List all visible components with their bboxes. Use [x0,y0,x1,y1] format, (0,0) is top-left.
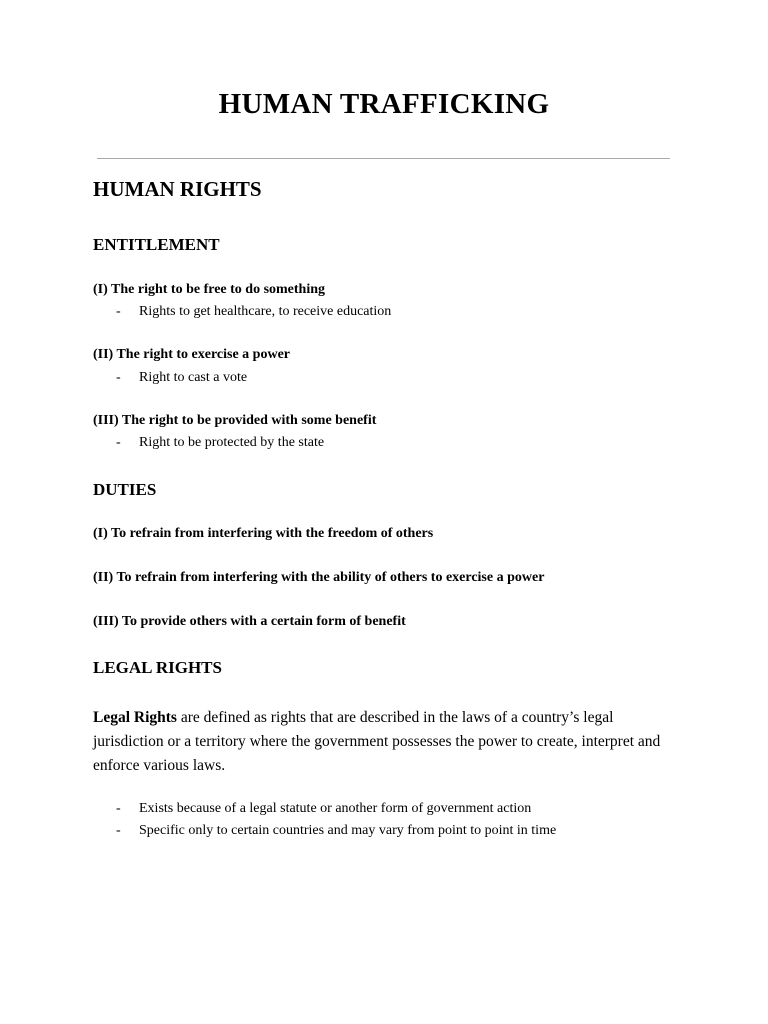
subheading-legal-rights: LEGAL RIGHTS [93,658,222,677]
bullet-text: Exists because of a legal statute or another form of government action [139,801,532,816]
legal-rights-bullet-2 [116,823,556,839]
bullet-dash: - [116,370,121,385]
bullet-text: Rights to get healthcare, to receive education [139,304,392,319]
subheading-entitlement: ENTITLEMENT [93,235,220,254]
bullet-dash: - [116,304,121,319]
entitlement-item-1-title: (I) The right to be free to do something [93,282,326,297]
bullet-dash: - [116,823,121,838]
duties-item-1: (I) To refrain from interfering with the freedom of others [93,526,434,541]
bullet-text: Right to be protected by the state [139,435,325,450]
bullet-dash: - [116,801,121,816]
duties-item-3: (III) To provide others with a certain form of benefit [93,614,406,629]
subheading-duties: DUTIES [93,480,157,499]
legal-rights-paragraph [93,706,683,778]
legal-rights-definition: are defined as rights that are described in the laws of a country’s legal jurisdiction or a territory where the government possesses the power to create, interpret and enforce various laws. [93,709,661,774]
section-heading-human-rights: HUMAN RIGHTS [93,177,262,201]
document-title: HUMAN TRAFFICKING [218,88,550,120]
legal-rights-bullet-1 [116,801,531,817]
entitlement-item-1-bullet [116,304,391,320]
bullet-text: Right to cast a vote [139,370,248,385]
horizontal-rule [97,158,670,159]
legal-rights-lead-term: Legal Rights [93,709,177,726]
entitlement-item-2-title: (II) The right to exercise a power [93,347,290,362]
duties-item-2: (II) To refrain from interfering with the ability of others to exercise a power [93,570,545,585]
entitlement-item-3-bullet [116,435,324,451]
entitlement-item-3-title: (III) The right to be provided with some benefit [93,413,377,428]
bullet-text: Specific only to certain countries and may vary from point to point in time [139,823,557,838]
entitlement-item-2-bullet [116,370,247,386]
bullet-dash: - [116,435,121,450]
